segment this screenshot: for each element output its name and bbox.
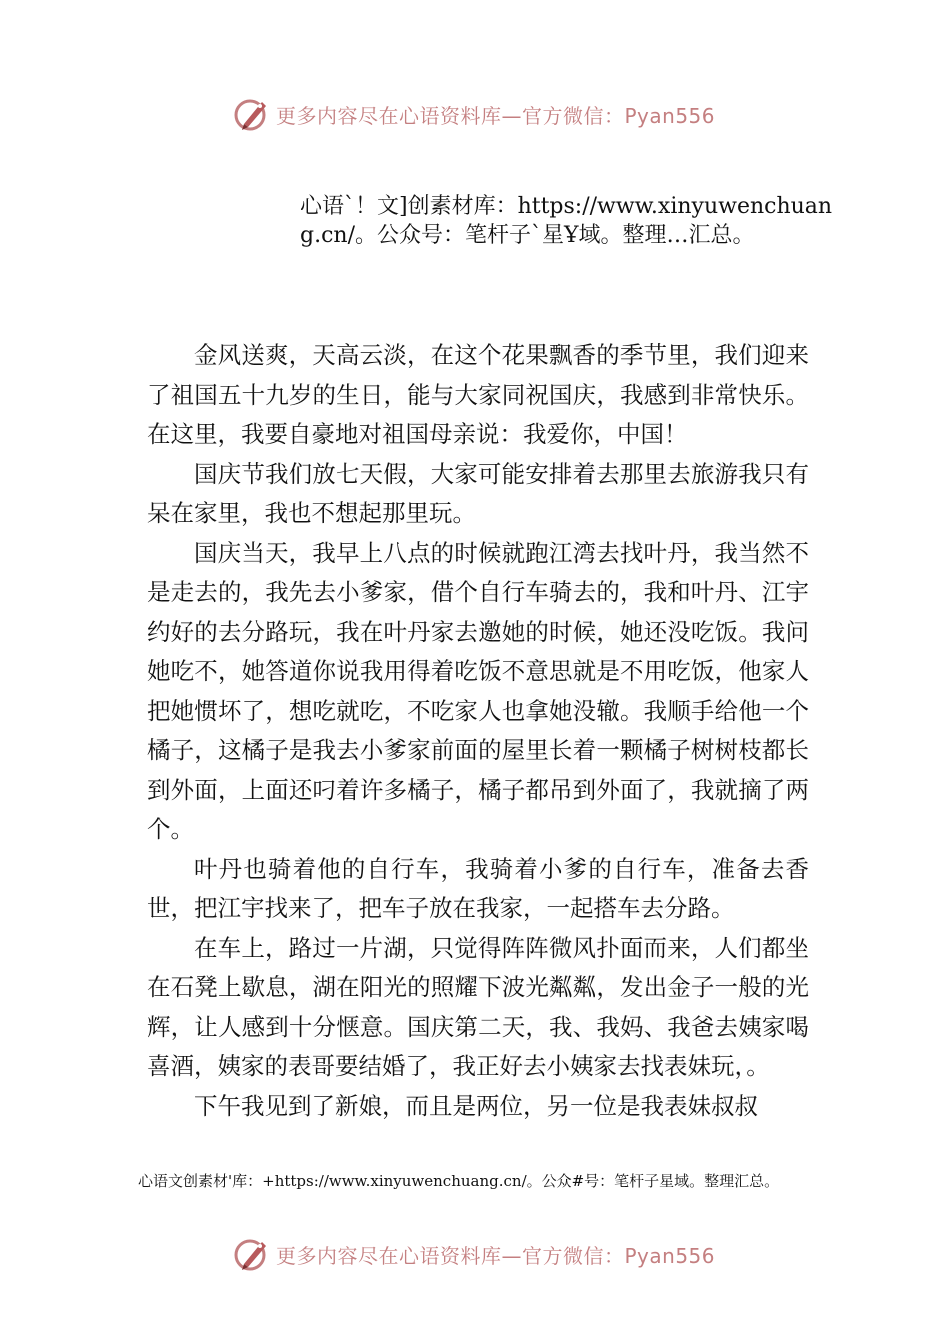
header-note: 心语`！文]创素材库：https://www.xinyuwenchuang.cn/。公众号：笔杆子`星Ұ域。整理…汇总。 [300, 194, 833, 248]
footer-note: 心语文创素材'库：+https://www.xinyuwenchuang.cn/。公众#号：笔杆子星域。整理汇总。 [138, 1172, 780, 1190]
top-banner [232, 94, 752, 134]
paragraph: 下午我见到了新娘，而且是两位，另一位是我表妹叔叔 [194, 1091, 758, 1120]
pen-logo-icon [232, 94, 272, 134]
bottom-banner [232, 1234, 752, 1274]
paragraph: 金风送爽，天高云淡，在这个花果飘香的季节里，我们迎来了祖国五十九岁的生日，能与大家同祝国庆，我感到非常快乐。在这里，我要自豪地对祖国母亲说：我爱你，中国！ [147, 341, 809, 448]
paragraph: 在车上，路过一片湖，只觉得阵阵微风扑面而来，人们都坐在石凳上歇息，湖在阳光的照耀下波光粼粼，发出金子一般的光辉，让人感到十分惬意。国庆第二天，我、我妈、我爸去姨家喝喜酒，姨家的表哥要结婚了，我正好去小姨家去找表妹玩，。 [147, 933, 809, 1080]
banner-text: 更多内容尽在心语资料库—官方微信：Pyan556 [276, 1243, 716, 1268]
banner-text: 更多内容尽在心语资料库—官方微信：Pyan556 [276, 103, 716, 128]
pen-logo-icon [232, 1234, 272, 1274]
paragraph: 国庆节我们放七天假，大家可能安排着去那里去旅游我只有呆在家里，我也不想起那里玩。 [147, 459, 809, 527]
paragraph: 叶丹也骑着他的自行车，我骑着小爹的自行车，准备去香世，把江宇找来了，把车子放在我家，一起搭车去分路。 [147, 854, 809, 922]
article-body [147, 336, 809, 1126]
paragraph: 国庆当天，我早上八点的时候就跑江湾去找叶丹，我当然不是走去的，我先去小爹家，借个自行车骑去的，我和叶丹、江宇约好的去分路玩，我在叶丹家去邀她的时候，她还没吃饭。我问她吃不，她答道你说我用得着吃饭不意思就是不用吃饭，他家人把她惯坏了，想吃就吃，不吃家人也拿她没辙。我顺手给他一个橘子，这橘子是我去小爹家前面的屋里长着一颗橘子树树枝都长到外面，上面还叼着许多橘子，橘子都吊到外面了，我就摘了两个。 [147, 538, 809, 843]
